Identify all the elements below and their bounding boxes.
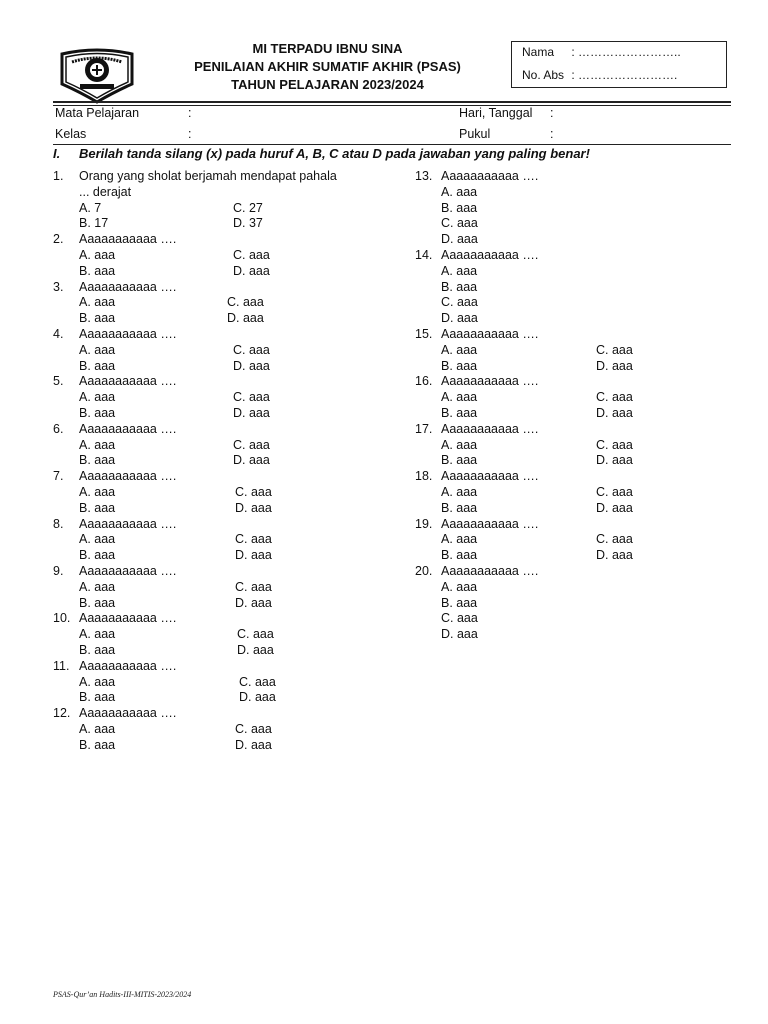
option-c[interactable]: C. aaa <box>233 390 270 405</box>
option-b[interactable]: B. aaa <box>441 548 478 563</box>
question-number: 12. <box>53 706 71 721</box>
class-colon: : <box>188 127 192 141</box>
option-d[interactable]: D. aaa <box>237 642 274 657</box>
question-number: 8. <box>53 516 64 531</box>
option-a[interactable]: A. 7 <box>79 200 102 215</box>
option-b[interactable]: B. aaa <box>79 405 116 420</box>
day-label: Hari, Tanggal <box>459 106 533 120</box>
option-d[interactable]: D. aaa <box>227 311 264 326</box>
option-c[interactable]: C. aaa <box>596 390 633 405</box>
option-d[interactable]: D. aaa <box>596 500 633 515</box>
day-colon: : <box>550 106 554 120</box>
header-titles <box>150 40 505 94</box>
option-a[interactable]: A. aaa <box>441 390 478 405</box>
instruction <box>53 146 590 161</box>
question-stem: Aaaaaaaaaaa …. <box>441 169 539 183</box>
option-d[interactable]: D. aaa <box>233 263 270 278</box>
question-number: 11. <box>53 658 70 673</box>
time-colon: : <box>550 127 554 141</box>
option-a[interactable]: A. aaa <box>79 627 116 642</box>
option-d[interactable]: D. aaa <box>233 405 270 420</box>
question-stem: Aaaaaaaaaaa …. <box>441 469 539 484</box>
name-label: Nama <box>522 45 555 59</box>
question-number: 19. <box>415 516 433 531</box>
option-b[interactable]: B. aaa <box>441 595 478 610</box>
option-a[interactable]: A. aaa <box>79 342 116 357</box>
option-a[interactable]: A. aaa <box>441 579 478 594</box>
option-c[interactable]: C. aaa <box>441 216 478 231</box>
option-a[interactable]: A. aaa <box>79 484 116 499</box>
question-stem: Aaaaaaaaaaa …. <box>79 706 177 721</box>
option-b[interactable]: B. aaa <box>441 358 478 373</box>
option-c[interactable]: C. aaa <box>596 532 633 547</box>
option-c[interactable]: C. aaa <box>441 295 478 310</box>
option-b[interactable]: B. aaa <box>441 405 478 420</box>
option-b[interactable]: B. 17 <box>79 216 109 231</box>
name-row <box>522 45 681 59</box>
option-b[interactable]: B. aaa <box>79 690 116 705</box>
question-number: 2. <box>53 232 64 247</box>
abs-field[interactable]: : ……………………. <box>571 68 678 82</box>
option-d[interactable]: D. aaa <box>441 311 478 326</box>
question-stem: Aaaaaaaaaaa …. <box>79 374 177 389</box>
option-d[interactable]: D. aaa <box>235 548 272 563</box>
question-stem: Aaaaaaaaaaa …. <box>79 658 177 673</box>
option-c[interactable]: C. aaa <box>441 611 478 626</box>
question-number: 17. <box>415 421 433 436</box>
option-d[interactable]: D. aaa <box>235 737 272 752</box>
option-a[interactable]: A. aaa <box>79 437 116 452</box>
question-stem: Aaaaaaaaaaa …. <box>79 564 177 578</box>
subject-colon: : <box>188 106 192 120</box>
question-number: 7. <box>53 469 64 484</box>
question-number: 4. <box>53 327 64 341</box>
option-d[interactable]: D. aaa <box>596 548 633 563</box>
school-name: MI TERPADU IBNU SINA <box>252 41 403 56</box>
class-label: Kelas <box>55 127 87 141</box>
question-stem: Aaaaaaaaaaa …. <box>79 279 177 294</box>
option-d[interactable]: D. aaa <box>596 358 633 373</box>
question-stem: Orang yang sholat berjamah mendapat pahala ... derajat <box>79 169 337 199</box>
option-b[interactable]: B. aaa <box>79 311 116 326</box>
option-c[interactable]: C. aaa <box>235 579 272 594</box>
option-b[interactable]: B. aaa <box>441 500 478 515</box>
option-c[interactable]: C. aaa <box>596 342 633 357</box>
question-number: 5. <box>53 374 64 389</box>
option-a[interactable]: A. aaa <box>441 184 478 199</box>
option-a[interactable]: A. aaa <box>79 579 116 594</box>
option-b[interactable]: B. aaa <box>441 200 478 215</box>
option-d[interactable]: D. 37 <box>233 216 263 231</box>
question-number: 9. <box>53 564 64 578</box>
option-d[interactable]: D. aaa <box>235 595 272 610</box>
question-stem: Aaaaaaaaaaa …. <box>441 564 539 578</box>
question-number: 13. <box>415 169 433 183</box>
question-number: 6. <box>53 421 64 436</box>
question-number: 16. <box>415 374 433 389</box>
academic-year: TAHUN PELAJARAN 2023/2024 <box>231 77 424 92</box>
question-stem: Aaaaaaaaaaa …. <box>441 421 539 436</box>
footer-code: PSAS-Qur’an Hadits-III-MITIS-2023/2024 <box>53 990 192 999</box>
option-b[interactable]: B. aaa <box>79 358 116 373</box>
option-b[interactable]: B. aaa <box>79 263 116 278</box>
option-c[interactable]: C. aaa <box>233 437 270 452</box>
question-stem: Aaaaaaaaaaa …. <box>441 327 539 341</box>
question-number: 15. <box>415 327 433 341</box>
option-a[interactable]: A. aaa <box>441 437 478 452</box>
option-a[interactable]: A. aaa <box>441 484 478 499</box>
question-number: 10. <box>53 611 71 626</box>
question-number: 20. <box>415 564 433 578</box>
meta-rule <box>53 144 731 145</box>
option-d[interactable]: D. aaa <box>596 453 633 468</box>
option-c[interactable]: C. aaa <box>235 721 272 736</box>
question-stem: Aaaaaaaaaaa …. <box>79 327 177 341</box>
option-d[interactable]: D. aaa <box>596 405 633 420</box>
question-stem: Aaaaaaaaaaa …. <box>441 374 539 389</box>
name-field[interactable]: : …………………….. <box>571 45 681 59</box>
option-b[interactable]: B. aaa <box>79 500 116 515</box>
option-b[interactable]: B. aaa <box>79 453 116 468</box>
option-d[interactable]: D. aaa <box>235 500 272 515</box>
question-number: 18. <box>415 469 433 484</box>
option-c[interactable]: C. aaa <box>239 674 276 689</box>
option-b[interactable]: B. aaa <box>441 453 478 468</box>
option-b[interactable]: B. aaa <box>79 737 116 752</box>
option-c[interactable]: C. aaa <box>235 484 272 499</box>
header-rule-thick <box>53 101 731 103</box>
option-a[interactable]: A. aaa <box>79 674 116 689</box>
abs-label: No. Abs <box>522 68 565 82</box>
option-b[interactable]: B. aaa <box>441 279 478 294</box>
time-label: Pukul <box>459 127 491 141</box>
student-identity-box <box>511 41 727 88</box>
question-stem: Aaaaaaaaaaa …. <box>79 421 177 436</box>
option-c[interactable]: C. aaa <box>596 437 633 452</box>
question-stem: Aaaaaaaaaaa …. <box>441 248 539 262</box>
instruction-text: Berilah tanda silang (x) pada huruf A, B, C atau D pada jawaban yang paling benar! <box>79 146 590 161</box>
option-c[interactable]: C. aaa <box>237 627 274 642</box>
option-a[interactable]: A. aaa <box>79 721 116 736</box>
question-stem: Aaaaaaaaaaa …. <box>79 469 177 484</box>
option-b[interactable]: B. aaa <box>79 595 116 610</box>
abs-row <box>522 68 677 82</box>
option-d[interactable]: D. aaa <box>233 453 270 468</box>
option-b[interactable]: B. aaa <box>79 642 116 657</box>
section-number: I. <box>53 146 61 161</box>
question-stem: Aaaaaaaaaaa …. <box>79 516 177 531</box>
option-b[interactable]: B. aaa <box>79 548 116 563</box>
question-stem: Aaaaaaaaaaa …. <box>79 232 177 247</box>
subject-label: Mata Pelajaran <box>55 106 140 120</box>
option-c[interactable]: C. 27 <box>233 200 263 215</box>
option-d[interactable]: D. aaa <box>233 358 270 373</box>
option-d[interactable]: D. aaa <box>239 690 276 705</box>
option-a[interactable]: A. aaa <box>79 532 116 547</box>
option-c[interactable]: C. aaa <box>596 484 633 499</box>
option-a[interactable]: A. aaa <box>441 532 478 547</box>
exam-title: PENILAIAN AKHIR SUMATIF AKHIR (PSAS) <box>194 59 461 74</box>
school-logo <box>54 44 140 104</box>
option-c[interactable]: C. aaa <box>233 247 270 262</box>
option-c[interactable]: C. aaa <box>227 295 264 310</box>
option-a[interactable]: A. aaa <box>441 263 478 278</box>
question-number: 14. <box>415 248 433 262</box>
option-c[interactable]: C. aaa <box>233 342 270 357</box>
option-c[interactable]: C. aaa <box>235 532 272 547</box>
option-a[interactable]: A. aaa <box>79 390 116 405</box>
option-a[interactable]: A. aaa <box>441 342 478 357</box>
option-a[interactable]: A. aaa <box>79 247 116 262</box>
option-a[interactable]: A. aaa <box>79 295 116 310</box>
option-d[interactable]: D. aaa <box>441 232 478 247</box>
question-stem: Aaaaaaaaaaa …. <box>441 516 539 531</box>
option-d[interactable]: D. aaa <box>441 627 478 642</box>
header-rule-thin <box>53 105 731 106</box>
question-number: 1. <box>53 169 64 183</box>
question-stem: Aaaaaaaaaaa …. <box>79 611 177 626</box>
question-number: 3. <box>53 279 64 294</box>
